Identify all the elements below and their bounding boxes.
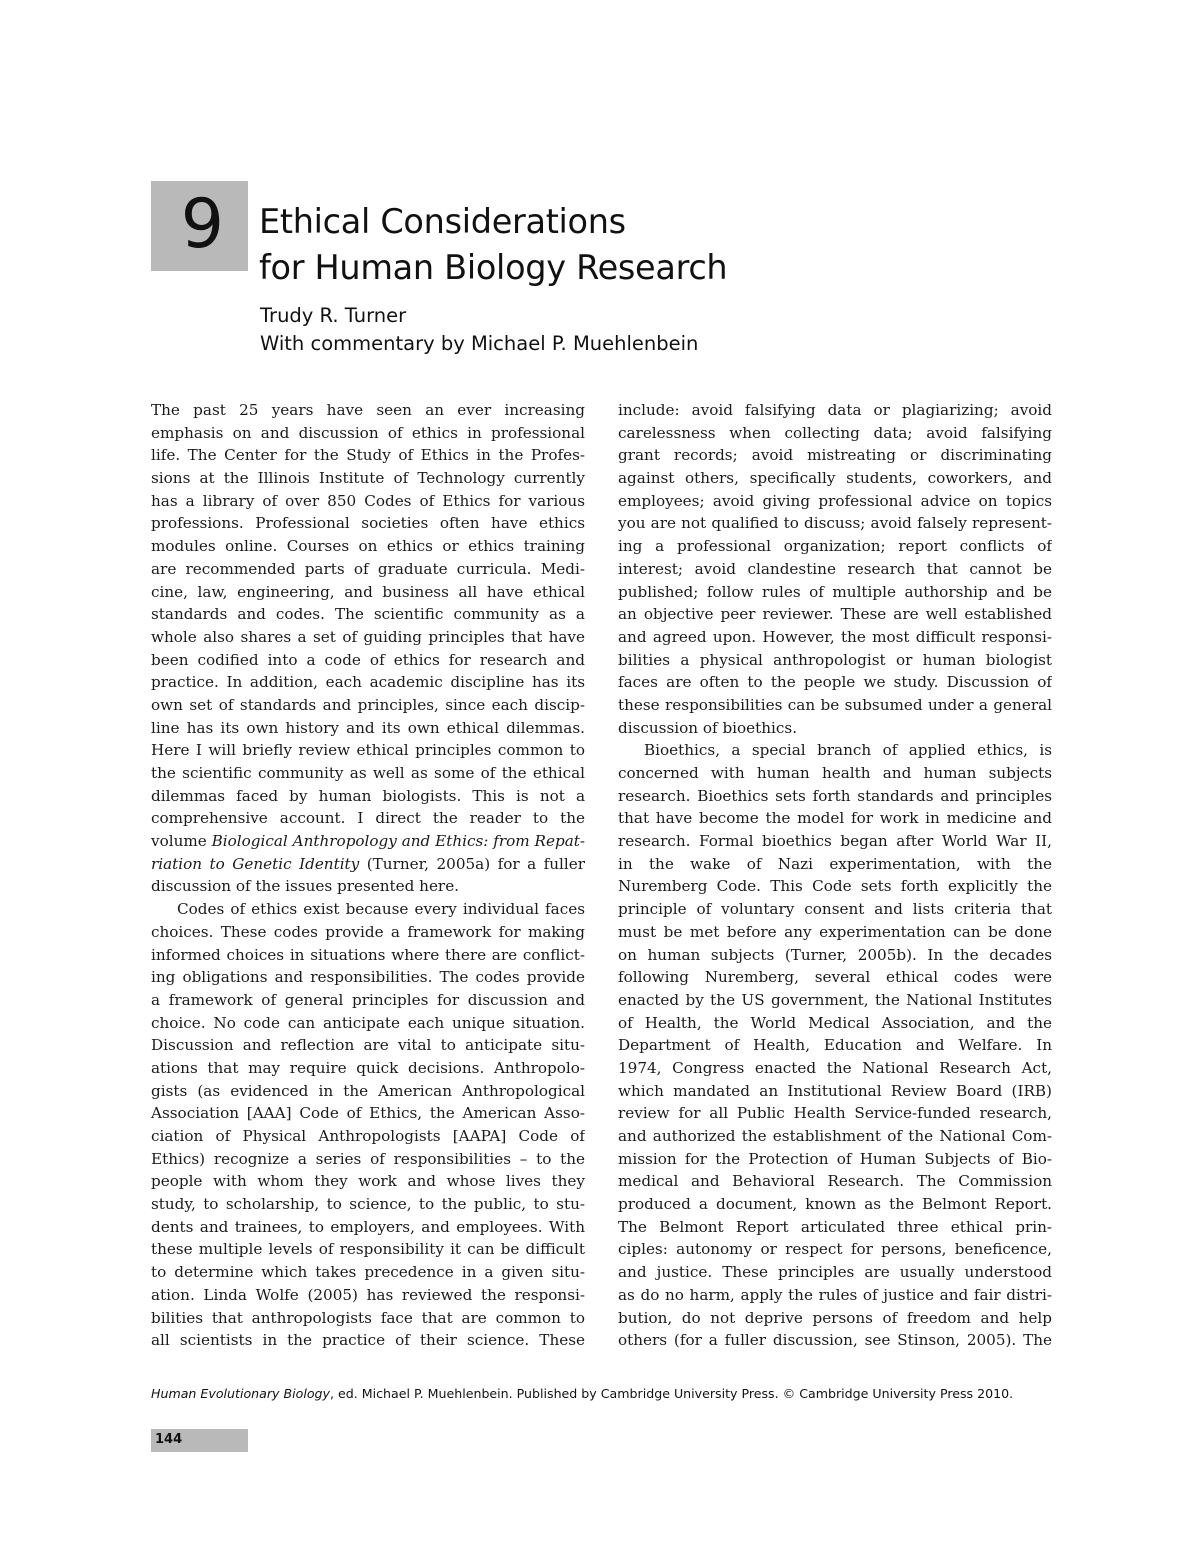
text-line: own set of standards and principles, since each discip-	[151, 695, 585, 714]
text-line: research. Bioethics sets forth standards and principles	[618, 786, 1052, 805]
text-line: emphasis on and discussion of ethics in professional	[151, 423, 585, 442]
text-line: in the wake of Nazi experimentation, with the	[618, 854, 1052, 873]
chapter-title-line-2: for Human Biology Research	[259, 248, 728, 287]
text-line: dilemmas faced by human biologists. This is not a	[151, 786, 585, 805]
text-line: ciation of Physical Anthropologists [AAPA] Code of	[151, 1127, 585, 1145]
footer-book-title: Human Evolutionary Biology	[151, 1386, 330, 1401]
chapter-number: 9	[180, 185, 224, 264]
text-line: must be met before any experimentation can be done	[618, 922, 1052, 941]
text-line: mission for the Protection of Human Subjects of Bio-	[618, 1149, 1052, 1168]
text-line: principle of voluntary consent and lists criteria that	[618, 900, 1052, 919]
text-line: has a library of over 850 Codes of Ethics for various	[151, 491, 585, 510]
text-line: sions at the Illinois Institute of Technology currently	[151, 469, 585, 488]
text-line: all scientists in the practice of their science. These	[151, 1331, 585, 1350]
text-line: grant records; avoid mistreating or discriminating	[618, 446, 1052, 465]
text-line: you are not qualified to discuss; avoid falsely represent-	[618, 514, 1052, 533]
text-line: cine, law, engineering, and business all have ethical	[151, 582, 585, 601]
text-line: gists (as evidenced in the American Anthropological	[151, 1081, 585, 1100]
text-line-with-italic	[151, 853, 585, 876]
text-line: bilities that anthropologists face that are common to	[151, 1308, 585, 1327]
text-line: interest; avoid clandestine research that cannot be	[618, 559, 1052, 578]
text-line: line has its own history and its own ethical dilemmas.	[151, 718, 585, 737]
text-line: Ethics) recognize a series of responsibilities – to the	[151, 1149, 585, 1168]
text-line: and authorized the establishment of the National Com-	[618, 1127, 1052, 1145]
left-column	[151, 399, 585, 1352]
text-line: dents and trainees, to employers, and employees. With	[151, 1217, 585, 1236]
text-line: ation. Linda Wolfe (2005) has reviewed the responsi-	[151, 1285, 585, 1304]
text-line: modules online. Courses on ethics or ethics training	[151, 537, 585, 556]
text-line: enacted by the US government, the National Institutes	[618, 990, 1052, 1009]
text-line: The Belmont Report articulated three ethical prin-	[618, 1217, 1052, 1236]
footer-publication-info: , ed. Michael P. Muehlenbein. Published by Cambridge University Press. © Cambridge University Press 2010.	[330, 1386, 1014, 1401]
text-line: Association [AAA] Code of Ethics, the American Asso-	[151, 1104, 585, 1123]
text-line: and agreed upon. However, the most difficult responsi-	[618, 627, 1052, 646]
text-line: ing a professional organization; report conflicts of	[618, 537, 1052, 556]
text-line: 1974, Congress enacted the National Research Act,	[618, 1058, 1052, 1077]
text-line: ciples: autonomy or respect for persons, beneficence,	[618, 1240, 1052, 1259]
text-line: these multiple levels of responsibility it can be difficult	[151, 1240, 585, 1259]
text-line: following Nuremberg, several ethical codes were	[618, 968, 1052, 987]
page-number: 144	[155, 1432, 183, 1447]
text-line: comprehensive account. I direct the reader to the	[151, 809, 585, 828]
text-line: choices. These codes provide a framework for making	[151, 922, 585, 941]
text-line: include: avoid falsifying data or plagiarizing; avoid	[618, 401, 1052, 419]
page-number-box	[151, 1429, 248, 1452]
author-name: Trudy R. Turner	[260, 304, 407, 327]
text-line: bilities a physical anthropologist or human biologist	[618, 650, 1052, 669]
text-line: others (for a fuller discussion, see Stinson, 2005). The	[618, 1331, 1052, 1350]
text-line: Discussion and reflection are vital to anticipate situ-	[151, 1036, 585, 1055]
text-line: people with whom they work and whose lives they	[151, 1172, 585, 1191]
text-fragment: volume	[151, 832, 212, 851]
text-line: choice. No code can anticipate each unique situation.	[151, 1013, 585, 1032]
text-line: faces are often to the people we study. Discussion of	[618, 673, 1052, 692]
text-line: ations that may require quick decisions. Anthropolo-	[151, 1058, 585, 1077]
text-line: which mandated an Institutional Review Board (IRB)	[618, 1081, 1052, 1100]
text-line: an objective peer reviewer. These are well established	[618, 605, 1052, 624]
text-line: discussion of bioethics.	[618, 718, 798, 737]
text-line: that have become the model for work in medicine and	[618, 809, 1052, 828]
text-line: as do no harm, apply the rules of justice and fair distri-	[618, 1285, 1052, 1304]
right-column	[618, 399, 1052, 1352]
text-fragment: (Turner, 2005a) for a fuller	[359, 854, 585, 873]
text-line: The past 25 years have seen an ever increasing	[151, 401, 585, 419]
text-line: these responsibilities can be subsumed under a general	[618, 695, 1052, 714]
text-line: to determine which takes precedence in a given situ-	[151, 1263, 585, 1282]
text-line: research. Formal bioethics began after World War II,	[618, 832, 1052, 851]
text-line: professions. Professional societies often have ethics	[151, 514, 585, 533]
text-line: practice. In addition, each academic discipline has its	[151, 673, 585, 692]
chapter-title-line-1: Ethical Considerations	[259, 202, 626, 241]
text-line: produced a document, known as the Belmont Report.	[618, 1195, 1052, 1214]
chapter-title	[259, 199, 727, 291]
text-line: the scientific community as well as some of the ethical	[151, 764, 585, 782]
text-line: carelessness when collecting data; avoid falsifying	[618, 423, 1052, 442]
text-line: study, to scholarship, to science, to the public, to stu-	[151, 1195, 585, 1214]
text-line: discussion of the issues presented here.	[151, 877, 460, 896]
italic-book-title: riation to Genetic Identity	[151, 854, 360, 873]
text-line: informed choices in situations where there are conflict-	[151, 945, 585, 964]
text-line: of Health, the World Medical Association, and the	[618, 1013, 1052, 1032]
text-line: review for all Public Health Service-funded research,	[618, 1104, 1052, 1123]
text-line: medical and Behavioral Research. The Commission	[618, 1172, 1052, 1191]
text-line: Department of Health, Education and Welfare. In	[618, 1036, 1052, 1055]
text-line: Nuremberg Code. This Code sets forth explicitly the	[618, 877, 1052, 896]
text-line: Here I will briefly review ethical principles common to	[151, 741, 585, 760]
copyright-footer	[151, 1386, 1051, 1401]
text-line: and justice. These principles are usually understood	[618, 1263, 1052, 1282]
text-line: against others, specifically students, coworkers, and	[618, 469, 1052, 488]
text-line: Bioethics, a special branch of applied ethics, is	[644, 741, 1052, 760]
text-line: life. The Center for the Study of Ethics in the Profes-	[151, 446, 585, 465]
text-line: on human subjects (Turner, 2005b). In the decades	[618, 945, 1052, 964]
text-line: bution, do not deprive persons of freedom and help	[618, 1308, 1052, 1327]
text-line: Codes of ethics exist because every individual faces	[177, 900, 585, 919]
text-line: concerned with human health and human subjects	[618, 764, 1052, 782]
text-line: are recommended parts of graduate curricula. Medi-	[151, 559, 585, 578]
chapter-number-box	[151, 181, 248, 271]
text-line: been codified into a code of ethics for research and	[151, 650, 585, 669]
text-line: whole also shares a set of guiding principles that have	[151, 627, 585, 646]
text-line: standards and codes. The scientific community as a	[151, 605, 585, 624]
text-line-with-italic	[151, 830, 585, 853]
italic-book-title: Biological Anthropology and Ethics: from Repat-	[211, 832, 585, 851]
commentary-credit: With commentary by Michael P. Muehlenbein	[260, 332, 699, 355]
text-line: ing obligations and responsibilities. The codes provide	[151, 968, 585, 987]
author-block	[260, 302, 698, 358]
text-line: published; follow rules of multiple authorship and be	[618, 582, 1052, 601]
text-line: a framework of general principles for discussion and	[151, 990, 585, 1009]
text-line: employees; avoid giving professional advice on topics	[618, 491, 1052, 510]
